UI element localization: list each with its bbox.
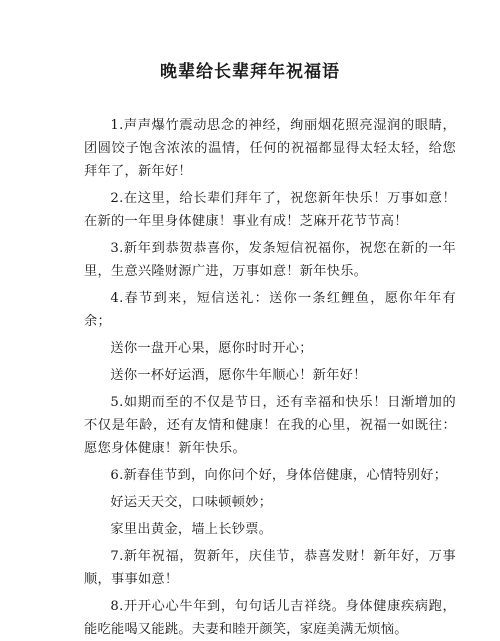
paragraph-3: 3.新年到恭贺恭喜你，发条短信祝福你，祝您在新的一年里，生意兴隆财源广进，万事如意！新年快乐。 — [84, 241, 456, 279]
paragraph-1: 1.声声爆竹震动思念的神经，绚丽烟花照亮湿润的眼睛，团圆饺子饱含浓浓的温情，任何的祝福都显得太轻太轻，给您拜年了，新年好！ — [84, 118, 456, 179]
paragraph-7: 7.新年祝福，贺新年，庆佳节，恭喜发财！新年好，万事顺，事事如意！ — [84, 549, 456, 587]
paragraph-4-line-3: 送你一杯好运酒，愿你牛年顺心！新年好！ — [110, 368, 367, 383]
paragraph-6-line-2: 好运天天交，口味顿顿妙； — [110, 495, 273, 510]
paragraph-8: 8.开开心心牛年到，句句话儿吉祥绕。身体健康疾病跑，能吃能喝又能跳。夫妻和睦开颜笑，家庭美满无烦恼。 — [84, 599, 456, 637]
paragraph-2: 2.在这里，给长辈们拜年了，祝您新年快乐！万事如意！在新的一年里身体健康！事业有成！芝麻开花节节高！ — [84, 191, 456, 229]
paragraph-6-line-3: 家里出黄金，墙上长钞票。 — [110, 522, 273, 537]
paragraph-4-line-2: 送你一盘开心果，愿你时时开心； — [110, 341, 313, 356]
paragraph-5: 5.如期而至的不仅是节日，还有幸福和快乐！日渐增加的不仅是年龄，还有友情和健康！在我的心里，祝福一如既往：愿您身体健康！新年快乐。 — [84, 395, 456, 456]
paragraph-4: 4.春节到来，短信送礼：送你一条红鲤鱼，愿你年年有余； — [84, 291, 456, 329]
document-title: 晚辈给长辈拜年祝福语 — [160, 62, 340, 82]
paragraph-6: 6.新春佳节到，向你问个好，身体倍健康，心情特别好； — [110, 468, 448, 483]
